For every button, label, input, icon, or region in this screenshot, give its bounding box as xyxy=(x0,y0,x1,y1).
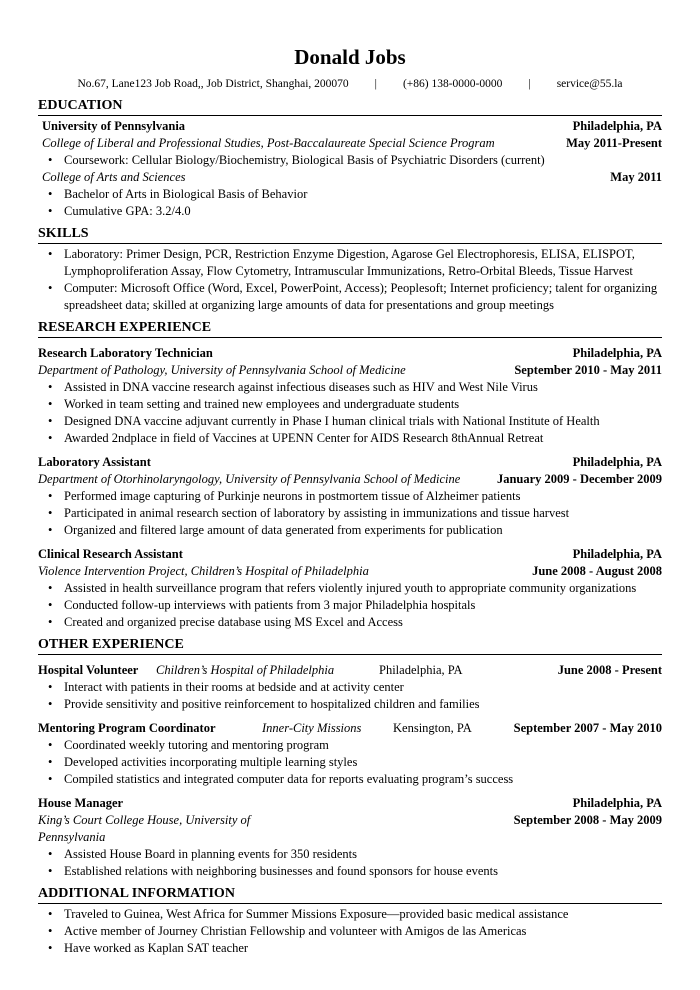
separator: | xyxy=(374,78,377,90)
job-role: House Manager xyxy=(38,796,124,810)
list-item: • Conducted follow-up interviews with patients from 3 major Philadelphia hospitals xyxy=(38,597,662,614)
job-dates: September 2007 - May 2010 xyxy=(513,721,662,735)
section-title: SKILLS xyxy=(38,226,662,244)
job-location: Philadelphia, PA xyxy=(572,455,662,469)
section-title: EDUCATION xyxy=(38,98,662,116)
list-item: • Assisted in DNA vaccine research against infectious diseases such as HIV and West Nile Virus xyxy=(38,379,662,396)
list-item: • Traveled to Guinea, West Africa for Summer Missions Exposure—provided basic medical assistance xyxy=(38,906,662,923)
job-org-continued: Pennsylvania xyxy=(38,830,106,844)
list-item: • Designed DNA vaccine adjuvant currently in Phase I human clinical trials with National Institute of Health xyxy=(38,413,662,430)
additional-section xyxy=(38,886,662,957)
job-dates: September 2008 - May 2009 xyxy=(513,813,662,827)
job-dates: January 2009 - December 2009 xyxy=(496,472,662,486)
section-title: ADDITIONAL INFORMATION xyxy=(38,886,662,904)
education-section xyxy=(38,98,662,220)
other-experience-section xyxy=(38,637,662,880)
job-role: Hospital Volunteer xyxy=(38,663,139,677)
phone: (+86) 138-0000-0000 xyxy=(402,78,503,90)
list-item: • Performed image capturing of Purkinje neurons in postmortem tissue of Alzheimer patients xyxy=(38,488,662,505)
list-item: • Compiled statistics and integrated computer data for reports evaluating program’s success xyxy=(38,771,662,788)
list-item: • Assisted in health surveillance program that refers violently injured youth to appropriate community organizations xyxy=(38,580,662,597)
list-item xyxy=(38,280,662,314)
skill-line: • Laboratory: Primer Design, PCR, Restriction Enzyme Digestion, Agarose Gel Electrophoresis, ELISA, ELISPOT, xyxy=(64,247,635,261)
list-item: • Created and organized precise database using MS Excel and Access xyxy=(38,614,662,631)
job-entry xyxy=(38,546,662,631)
list-item: • Awarded 2ndplace in field of Vaccines at UPENN Center for AIDS Research 8thAnnual Retreat xyxy=(38,430,662,447)
job-location: Philadelphia, PA xyxy=(572,346,662,360)
job-role: Mentoring Program Coordinator xyxy=(38,721,216,735)
job-org: Department of Pathology, University of Pennsylvania School of Medicine xyxy=(38,363,406,377)
list-item: • Worked in team setting and trained new employees and undergraduate students xyxy=(38,396,662,413)
job-role: Laboratory Assistant xyxy=(38,455,151,469)
address: No.67, Lane123 Job Road,, Job District, Shanghai, 200070 xyxy=(77,78,349,90)
skill-line: • Computer: Microsoft Office (Word, Excel, PowerPoint, Access); Peoplesoft; Internet proficiency; talent for organizing xyxy=(64,281,658,295)
job-role: Clinical Research Assistant xyxy=(38,547,183,561)
program-date: May 2011-Present xyxy=(566,136,662,150)
skill-line: Lymphoproliferation Assay, Flow Cytometry, Intramuscular Immunizations, Retro-Orbital Bleeds, Tissue Harvest xyxy=(64,264,633,278)
job-entry xyxy=(38,795,662,880)
job-location: Kensington, PA xyxy=(393,721,472,735)
candidate-name: Donald Jobs xyxy=(294,45,406,69)
job-dates: September 2010 - May 2011 xyxy=(514,363,662,377)
list-item: • Developed activities incorporating multiple learning styles xyxy=(38,754,662,771)
list-item: • Established relations with neighboring businesses and found sponsors for house events xyxy=(38,863,662,880)
contact-line xyxy=(38,76,662,92)
job-org: Department of Otorhinolaryngology, University of Pennsylvania School of Medicine xyxy=(38,472,461,486)
separator: | xyxy=(528,78,531,90)
list-item: • Coursework: Cellular Biology/Biochemistry, Biological Basis of Psychiatric Disorders (current) xyxy=(38,152,662,169)
job-role: Research Laboratory Technician xyxy=(38,346,213,360)
list-item: • Provide sensitivity and positive reinforcement to hospitalized children and families xyxy=(38,696,662,713)
list-item: • Have worked as Kaplan SAT teacher xyxy=(38,940,662,957)
school-name: University of Pennsylvania xyxy=(42,119,186,133)
section-title: RESEARCH EXPERIENCE xyxy=(38,320,662,338)
list-item: • Interact with patients in their rooms at bedside and at activity center xyxy=(38,679,662,696)
job-entry xyxy=(38,454,662,539)
section-title: OTHER EXPERIENCE xyxy=(38,637,662,655)
school-location: Philadelphia, PA xyxy=(572,119,662,133)
job-dates: June 2008 - Present xyxy=(557,663,662,677)
program-name: College of Arts and Sciences xyxy=(42,170,186,184)
job-org: King’s Court College House, University of xyxy=(38,813,251,827)
job-location: Philadelphia, PA xyxy=(572,796,662,810)
job-entry xyxy=(38,345,662,447)
research-section xyxy=(38,320,662,631)
list-item: • Coordinated weekly tutoring and mentoring program xyxy=(38,737,662,754)
list-item: • Participated in animal research section of laboratory by assisting in immunizations and tissue harvest xyxy=(38,505,662,522)
job-dates: June 2008 - August 2008 xyxy=(532,564,662,578)
skill-line: spreadsheet data; skilled at organizing large amounts of data for presentations and group meetings xyxy=(64,298,555,312)
skills-section xyxy=(38,226,662,314)
job-location: Philadelphia, PA xyxy=(572,547,662,561)
job-org: Violence Intervention Project, Children’s Hospital of Philadelphia xyxy=(38,564,369,578)
job-entry xyxy=(38,662,662,713)
list-item: • Organized and filtered large amount of data generated from experiments for publication xyxy=(38,522,662,539)
job-location: Philadelphia, PA xyxy=(379,663,463,677)
job-org: Inner-City Missions xyxy=(262,721,362,735)
list-item: • Bachelor of Arts in Biological Basis of Behavior xyxy=(38,186,662,203)
job-org: Children’s Hospital of Philadelphia xyxy=(156,663,335,677)
list-item: • Active member of Journey Christian Fellowship and volunteer with Amigos de las Americas xyxy=(38,923,662,940)
program-name: College of Liberal and Professional Studies, Post-Baccalaureate Special Science Program xyxy=(42,136,495,150)
email: service@55.la xyxy=(556,78,623,90)
list-item: • Assisted House Board in planning events for 350 residents xyxy=(38,846,662,863)
list-item: • Cumulative GPA: 3.2/4.0 xyxy=(38,203,662,220)
job-entry xyxy=(38,720,662,788)
program-date: May 2011 xyxy=(610,170,662,184)
list-item xyxy=(38,246,662,280)
